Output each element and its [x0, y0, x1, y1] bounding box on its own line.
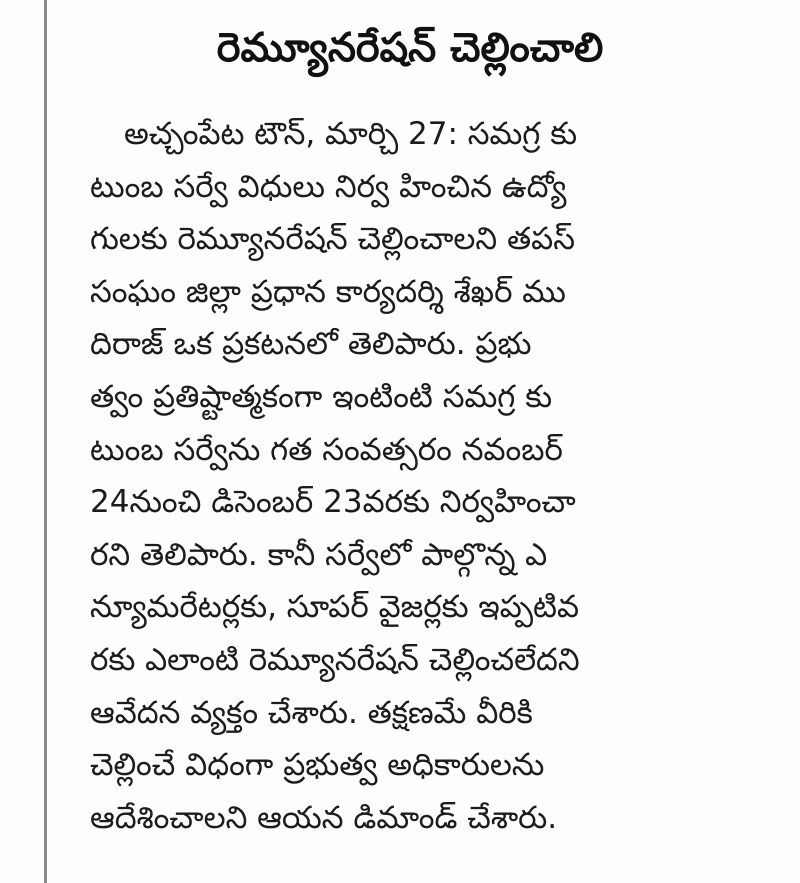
article-line: టుంబ సర్వేను గత సంవత్సరం నవంబర్	[90, 431, 563, 468]
article-line: ఆదేశించాలని ఆయన డిమాండ్ చేశారు.	[90, 799, 558, 836]
article-headline: రెమ్యూనరేషన్ చెల్లించాలి	[216, 25, 604, 71]
article-line: గులకు రెమ్యూనరేషన్ చెల్లించాలని తపస్	[90, 221, 575, 258]
article-line: రకు ఎలాంటి రెమ్యూనరేషన్ చెల్లించలేదని	[90, 641, 580, 678]
article-line: ఆవేదన వ్యక్తం చేశారు. తక్షణమే వీరికి	[90, 694, 533, 731]
article-line: న్యూమరేటర్లకు, సూపర్ వైజర్లకు ఇప్పటివ	[90, 589, 580, 626]
article-line: చెల్లించే విధంగా ప్రభుత్వ అధికారులను	[90, 747, 545, 784]
article-line: టుంబ సర్వే విధులు నిర్వ హించిన ఉద్యో	[90, 168, 567, 205]
news-article	[90, 6, 730, 844]
article-line: సంఘం జిల్లా ప్రధాన కార్యదర్శి శేఖర్ ము	[90, 273, 566, 310]
article-line: 24నుంచి డిసెంబర్ 23వరకు నిర్వహించా	[90, 484, 576, 521]
article-body	[90, 108, 730, 844]
article-line: త్వం ప్రతిష్టాత్మకంగా ఇంటింటి సమగ్ర కు	[90, 378, 553, 415]
article-line: దిరాజ్ ఒక ప్రకటనలో తెలిపారు. ప్రభు	[90, 326, 532, 363]
column-divider	[44, 0, 47, 883]
article-line: రని తెలిపారు. కానీ సర్వేలో పాల్గొన్న ఎ	[90, 536, 548, 573]
article-line: అచ్చంపేట టౌన్, మార్చి 27: సమగ్ర కు	[124, 116, 578, 152]
